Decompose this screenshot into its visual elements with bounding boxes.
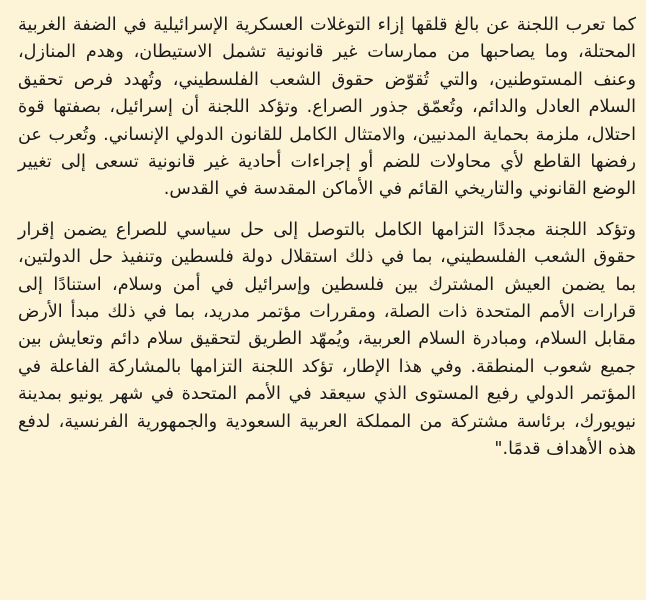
paragraph-west-bank-concerns: كما تعرب اللجنة عن بالغ قلقها إزاء التوغلات العسكرية الإسرائيلية في الضفة الغربية المحتلة، وما يصاحبها من ممارسات غير قانونية تشمل الاستيطان، وهدم المنازل، وعنف المستوطنين، والتي تُقوّض حقوق الشعب الفلسطيني، وتُهدد فرص تحقيق السلام العادل والدائم، وتُعمّق جذور الصراع. وتؤكد اللجنة أن إسرائيل، بصفتها قوة احتلال، ملزمة بحماية المدنيين، والامتثال الكامل للقانون الدولي الإنساني. وتُعرب عن رفضها القاطع لأي محاولات للضم أو إجراءات أحادية غير قانونية تسعى إلى تغيير الوضع القانوني والتاريخي القائم في الأماكن المقدسة في القدس. bbox=[18, 15, 636, 200]
paragraph-two-state-commitment: وتؤكد اللجنة مجددًا التزامها الكامل بالتوصل إلى حل سياسي للصراع يضمن إقرار حقوق الشعب الفلسطيني، بما في ذلك استقلال دولة فلسطين وتنفيذ حل الدولتين، بما يضمن العيش المشترك بين فلسطين وإسرائيل في أمن وسلام، استنادًا إلى قرارات الأمم المتحدة ذات الصلة، ومقررات مؤتمر مدريد، بما في ذلك مبدأ الأرض مقابل السلام، ومبادرة السلام العربية، ويُمهّد الطريق لتحقيق سلام دائم وتعايش بين جميع شعوب المنطقة. وفي هذا الإطار، تؤكد اللجنة التزامها بالمشاركة الفاعلة في المؤتمر الدولي رفيع المستوى الذي سيعقد في الأمم المتحدة في شهر يونيو بمدينة نيويورك، برئاسة مشتركة من المملكة العربية السعودية والجمهورية الفرنسية، لدفع هذه الأهداف قدمًا." bbox=[18, 219, 636, 460]
statement-text bbox=[18, 12, 636, 464]
